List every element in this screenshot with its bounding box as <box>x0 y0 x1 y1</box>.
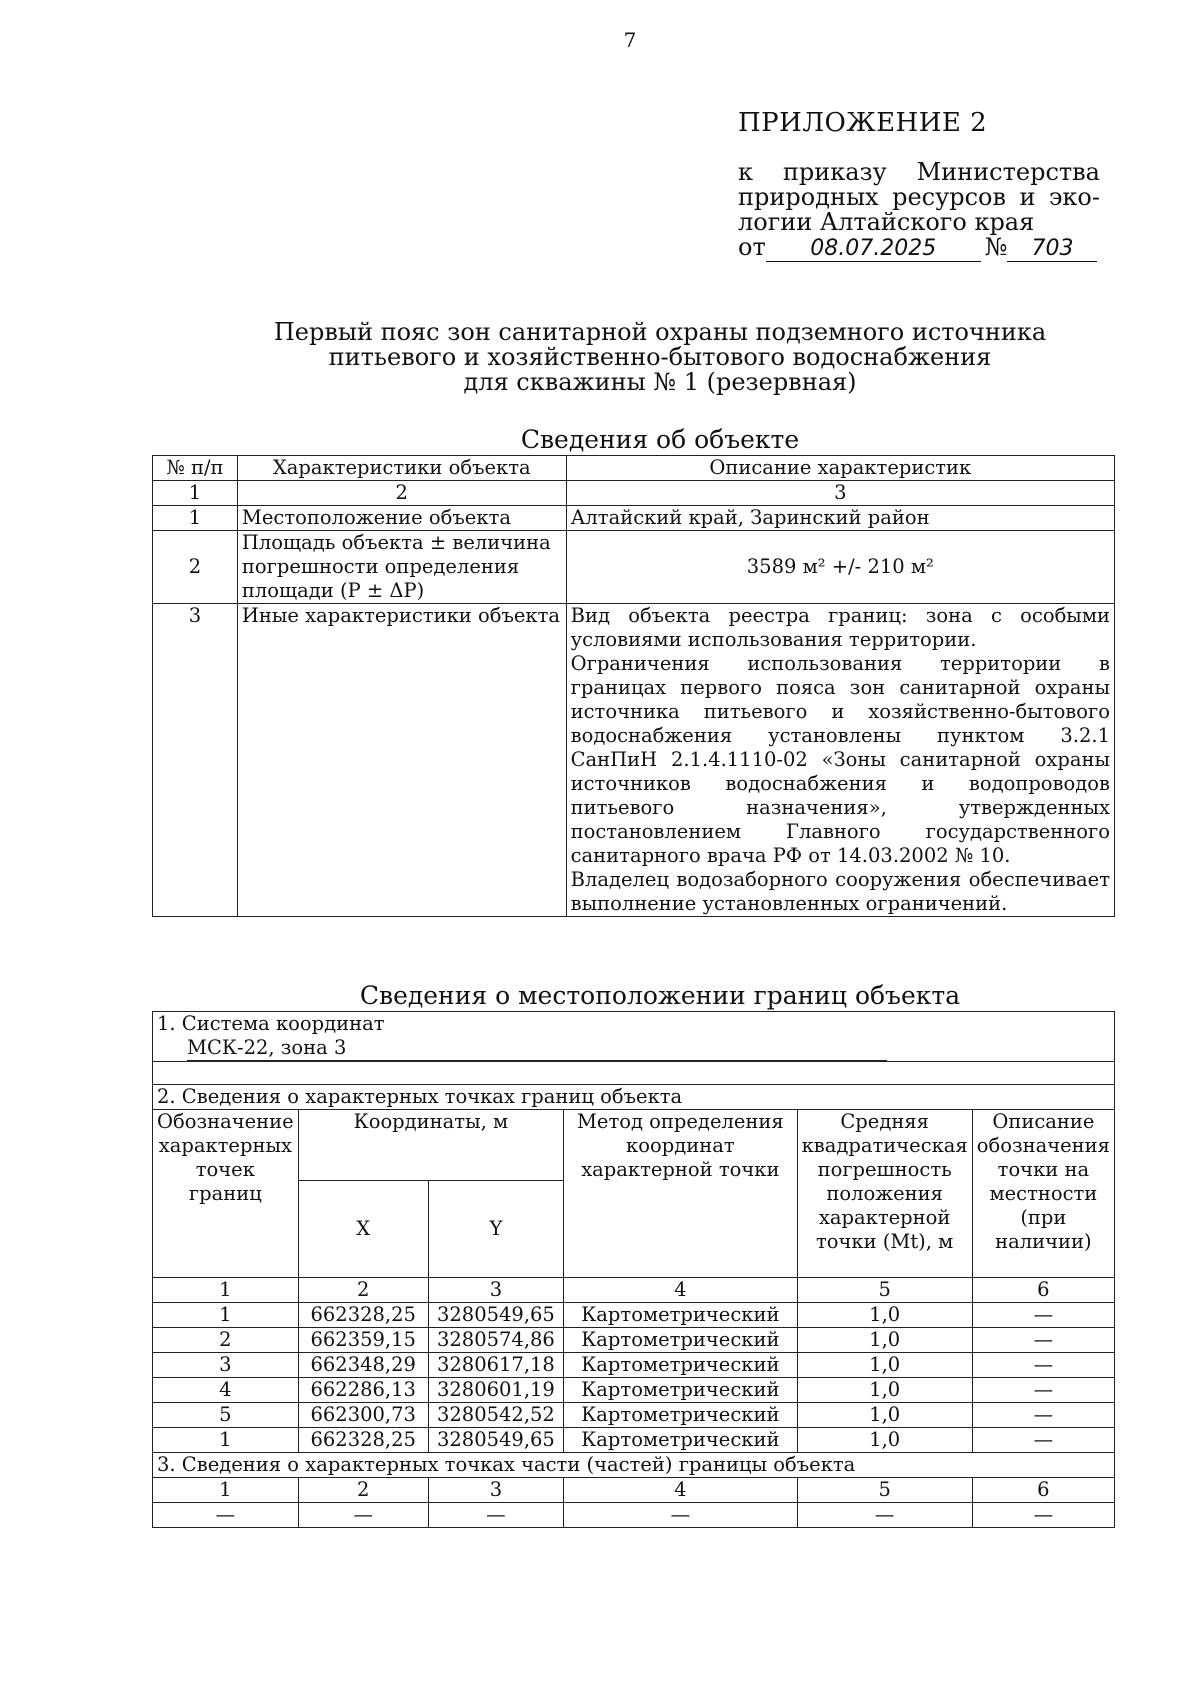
title-line: для скважины № 1 (резервная) <box>463 368 857 396</box>
point-x: 662348,29 <box>298 1353 428 1378</box>
coord-system-value: МСК-22, зона 3 <box>187 1036 887 1061</box>
date-prefix: от <box>738 233 766 261</box>
empty-cell: — <box>797 1503 972 1528</box>
col-num: 4 <box>564 1278 797 1303</box>
row-characteristic: Иные характеристики объекта <box>237 604 566 917</box>
point-y: 3280601,19 <box>428 1378 563 1403</box>
point-id: 5 <box>153 1403 299 1428</box>
order-ref-word: к <box>738 158 753 186</box>
order-ref-word: эко- <box>1048 183 1100 211</box>
point-x: 662328,25 <box>298 1428 428 1453</box>
empty-cell: — <box>564 1503 797 1528</box>
point-x: 662359,15 <box>298 1328 428 1353</box>
empty-cell: — <box>428 1503 563 1528</box>
table-row <box>153 1303 1115 1328</box>
point-id: 3 <box>153 1353 299 1378</box>
title-line: питьевого и хозяйственно-бытового водоснабжения <box>328 343 992 371</box>
point-method: Картометрический <box>564 1428 797 1453</box>
location-info-title: Сведения о местоположении границ объекта <box>359 981 961 1010</box>
point-y: 3280549,65 <box>428 1303 563 1328</box>
point-id: 1 <box>153 1428 299 1453</box>
point-description: — <box>972 1428 1114 1453</box>
appendix-title: ПРИЛОЖЕНИЕ 2 <box>738 108 988 138</box>
coord-system-row <box>153 1012 1115 1062</box>
header-error: Средняя квадратическая погрешность положения характерной точки (Mt), м <box>797 1110 972 1278</box>
header-description: Описание обозначения точки на местности (при наличии) <box>972 1110 1114 1278</box>
desc-paragraph: Ограничения использования территории в границах первого пояса зон санитарной охраны источника питьевого и хозяйственно-бытового водоснабжения установлены пунктом 3.2.1 СанПиН 2.1.4.1110-02 «Зоны санитарной охраны источников водоснабжения и водопроводов питьевого назначения», утвержденных постановлением Главного государственного санитарного врача РФ от 14.03.2002 № 10. <box>570 652 1110 867</box>
point-x: 662286,13 <box>298 1378 428 1403</box>
table-row <box>153 1353 1115 1378</box>
point-description: — <box>972 1353 1114 1378</box>
point-error: 1,0 <box>797 1378 972 1403</box>
order-ref-word: природных <box>738 183 879 211</box>
point-error: 1,0 <box>797 1328 972 1353</box>
order-ref-word: приказу <box>782 158 887 186</box>
table-row <box>153 1428 1115 1453</box>
col-num: 5 <box>797 1478 972 1503</box>
column-number-row <box>153 1478 1115 1503</box>
empty-cell: — <box>972 1503 1114 1528</box>
empty-cell: — <box>153 1503 299 1528</box>
col-num: 1 <box>153 481 238 506</box>
point-description: — <box>972 1403 1114 1428</box>
point-y: 3280574,86 <box>428 1328 563 1353</box>
table-row <box>153 604 1115 917</box>
row-characteristic: Площадь объекта ± величина погрешности определения площади (Р ± ΔР) <box>237 531 566 604</box>
part3-label: 3. Сведения о характерных точках части (частей) границы объекта <box>153 1453 1115 1478</box>
part2-label: 2. Сведения о характерных точках границ объекта <box>153 1085 1115 1110</box>
location-info-table <box>152 1011 1115 1528</box>
empty-cell: — <box>298 1503 428 1528</box>
row-description <box>566 604 1114 917</box>
header-description: Описание характеристик <box>566 456 1114 481</box>
coord-system-cell <box>153 1012 1115 1062</box>
point-error: 1,0 <box>797 1428 972 1453</box>
order-ref-word: ресурсов <box>892 183 1006 211</box>
row-characteristic: Местоположение объекта <box>237 506 566 531</box>
title-line: Первый пояс зон санитарной охраны подземного источника <box>273 318 1047 346</box>
point-error: 1,0 <box>797 1353 972 1378</box>
col-num: 4 <box>564 1478 797 1503</box>
document-title <box>0 320 1200 395</box>
table-row <box>153 1328 1115 1353</box>
column-number-row <box>153 1278 1115 1303</box>
header-x: X <box>298 1181 428 1278</box>
header-method: Метод определения координат характерной точки <box>564 1110 797 1278</box>
point-id: 4 <box>153 1378 299 1403</box>
col-num: 6 <box>972 1478 1114 1503</box>
point-x: 662300,73 <box>298 1403 428 1428</box>
point-error: 1,0 <box>797 1403 972 1428</box>
point-y: 3280542,52 <box>428 1403 563 1428</box>
row-description: Алтайский край, Заринский район <box>566 506 1114 531</box>
col-num: 5 <box>797 1278 972 1303</box>
order-ref-word: и <box>1019 183 1036 211</box>
point-x: 662328,25 <box>298 1303 428 1328</box>
part2-row <box>153 1085 1115 1110</box>
col-num: 1 <box>153 1478 299 1503</box>
row-num: 2 <box>153 531 238 604</box>
point-error: 1,0 <box>797 1303 972 1328</box>
desc-paragraph: Вид объекта реестра границ: зона с особыми условиями использования территории. <box>570 604 1110 651</box>
point-y: 3280617,18 <box>428 1353 563 1378</box>
order-reference <box>738 160 1100 262</box>
col-num: 2 <box>298 1278 428 1303</box>
point-id: 2 <box>153 1328 299 1353</box>
table-row <box>153 1403 1115 1428</box>
col-num: 6 <box>972 1278 1114 1303</box>
part3-row <box>153 1453 1115 1478</box>
table-header-row <box>153 456 1115 481</box>
point-method: Картометрический <box>564 1328 797 1353</box>
header-characteristics: Характеристики объекта <box>237 456 566 481</box>
row-num: 3 <box>153 604 238 917</box>
table-row <box>153 1503 1115 1528</box>
points-header-row <box>153 1110 1115 1181</box>
order-ref-line3: логии Алтайского края <box>738 208 1035 236</box>
coord-system-label: 1. Система координат <box>157 1012 385 1035</box>
point-description: — <box>972 1303 1114 1328</box>
header-coords: Координаты, м <box>298 1110 563 1181</box>
header-y: Y <box>428 1181 563 1278</box>
row-num: 1 <box>153 506 238 531</box>
spacer-row <box>153 1062 1115 1085</box>
point-description: — <box>972 1328 1114 1353</box>
col-num: 2 <box>298 1478 428 1503</box>
header-num: № п/п <box>153 456 238 481</box>
table-row <box>153 506 1115 531</box>
table-row <box>153 1378 1115 1403</box>
number-prefix: № <box>984 233 1008 261</box>
col-num: 1 <box>153 1278 299 1303</box>
page-number: 7 <box>623 28 637 52</box>
point-method: Картометрический <box>564 1403 797 1428</box>
point-method: Картометрический <box>564 1303 797 1328</box>
col-num: 3 <box>428 1278 563 1303</box>
column-number-row <box>153 481 1115 506</box>
point-id: 1 <box>153 1303 299 1328</box>
handwritten-number: 703 <box>1007 236 1097 262</box>
point-method: Картометрический <box>564 1353 797 1378</box>
object-info-table <box>152 455 1115 917</box>
object-info-title: Сведения об объекте <box>520 425 800 454</box>
handwritten-date: 08.07.2025 <box>766 236 981 262</box>
spacer-cell <box>153 1062 1115 1085</box>
col-num: 2 <box>237 481 566 506</box>
col-num: 3 <box>566 481 1114 506</box>
order-date-line <box>738 235 1100 262</box>
desc-paragraph: Владелец водозаборного сооружения обеспечивает выполнение установленных ограничений. <box>570 868 1110 915</box>
order-ref-word: Министерства <box>916 158 1100 186</box>
point-method: Картометрический <box>564 1378 797 1403</box>
row-description: 3589 м² +/- 210 м² <box>566 531 1114 604</box>
point-y: 3280549,65 <box>428 1428 563 1453</box>
col-num: 3 <box>428 1478 563 1503</box>
table-row <box>153 531 1115 604</box>
header-point: Обозначение характерных точек границ <box>153 1110 299 1278</box>
point-description: — <box>972 1378 1114 1403</box>
